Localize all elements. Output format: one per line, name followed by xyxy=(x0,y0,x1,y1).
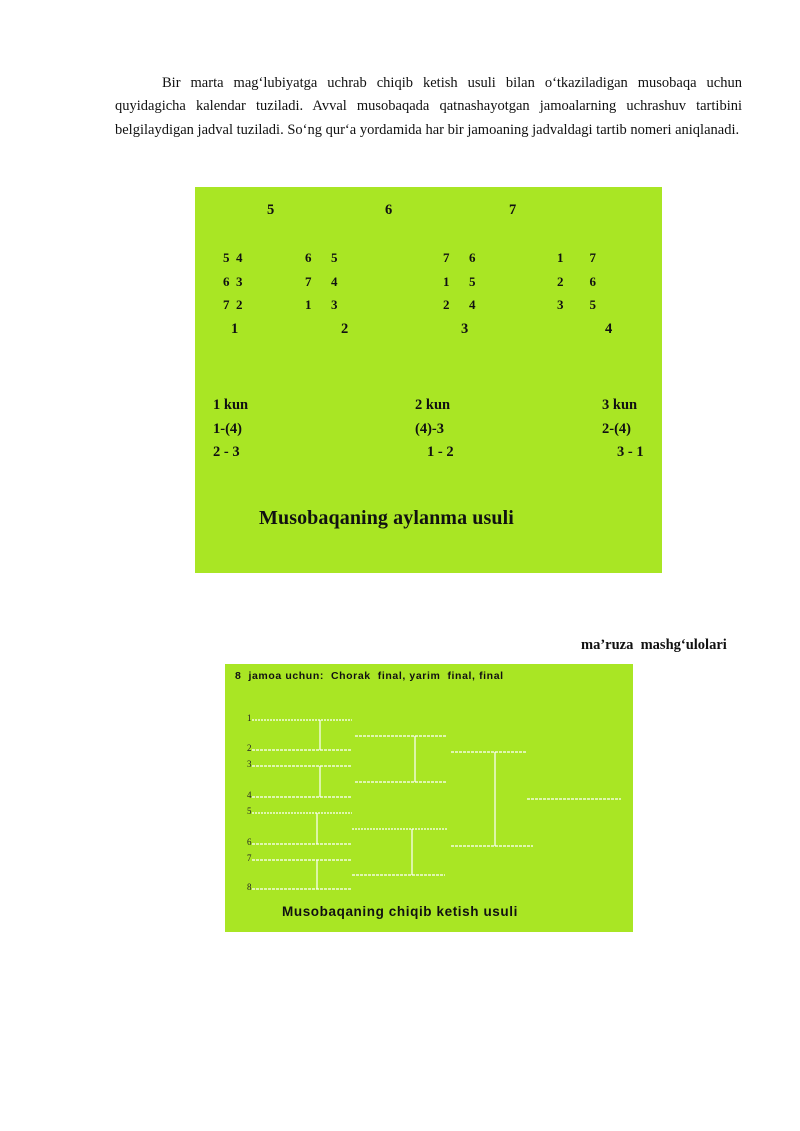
top-number: 6 xyxy=(385,202,393,218)
group-label: 4 xyxy=(605,321,613,337)
team-number: 4 xyxy=(247,790,252,800)
group-label: 1 xyxy=(231,321,239,337)
bracket-header: 8 jamoa uchun: Chorak final, yarim final, final xyxy=(235,670,504,682)
section-label: ma’ruza mashg‘ulolari xyxy=(581,637,727,653)
knockout-bracket-figure xyxy=(225,664,633,932)
figure-caption: Musobaqaning chiqib ketish usuli xyxy=(282,904,518,919)
pair-row: 3 5 xyxy=(557,297,596,312)
team-number: 6 xyxy=(247,837,252,847)
day-match: 3 - 1 xyxy=(617,444,644,460)
figure-caption: Musobaqaning aylanma usuli xyxy=(259,507,514,529)
day-match: 2 - 3 xyxy=(213,444,240,460)
team-number: 3 xyxy=(247,759,252,769)
pair-row: 2 4 xyxy=(443,297,476,312)
pair-row: 6 5 xyxy=(305,250,338,265)
pair-row: 1 3 xyxy=(305,297,338,312)
pair-row: 1 7 xyxy=(557,250,596,265)
pair-row: 7 6 xyxy=(443,250,476,265)
day-match: 1 - 2 xyxy=(427,444,454,460)
group-label: 3 xyxy=(461,321,469,337)
day-title: 3 kun xyxy=(602,397,638,413)
pair-row: 5 4 xyxy=(223,250,243,265)
intro-paragraph: Bir marta mag‘lubiyatga uchrab chiqib ketish usuli bilan o‘tkaziladigan musobaqa uchun quyidagicha kalendar tuziladi. Avval musobaqada qatnashayotgan jamoalarning uchrashuv tartibini belgilaydigan jadval tuziladi. So‘ng qur‘a yordamida har bir jamoaning jadvaldagi tartib nomeri aniqlanadi. xyxy=(115,75,742,138)
pair-row: 7 2 xyxy=(223,297,243,312)
pair-row: 1 5 xyxy=(443,274,476,289)
day-title: 1 kun xyxy=(213,397,249,413)
pair-row: 2 6 xyxy=(557,274,596,289)
team-number: 2 xyxy=(247,743,252,753)
day-match: 2-(4) xyxy=(602,421,631,437)
pair-row: 7 4 xyxy=(305,274,338,289)
day-match: 1-(4) xyxy=(213,421,242,437)
round-robin-figure xyxy=(195,187,662,573)
top-number: 7 xyxy=(509,202,517,218)
team-number: 1 xyxy=(247,713,252,723)
day-match: (4)-3 xyxy=(415,421,444,437)
bracket-lines xyxy=(225,664,633,932)
team-number: 8 xyxy=(247,882,252,892)
day-title: 2 kun xyxy=(415,397,451,413)
team-number: 7 xyxy=(247,853,252,863)
team-number: 5 xyxy=(247,806,252,816)
top-number: 5 xyxy=(267,202,275,218)
group-label: 2 xyxy=(341,321,349,337)
pair-row: 6 3 xyxy=(223,274,243,289)
